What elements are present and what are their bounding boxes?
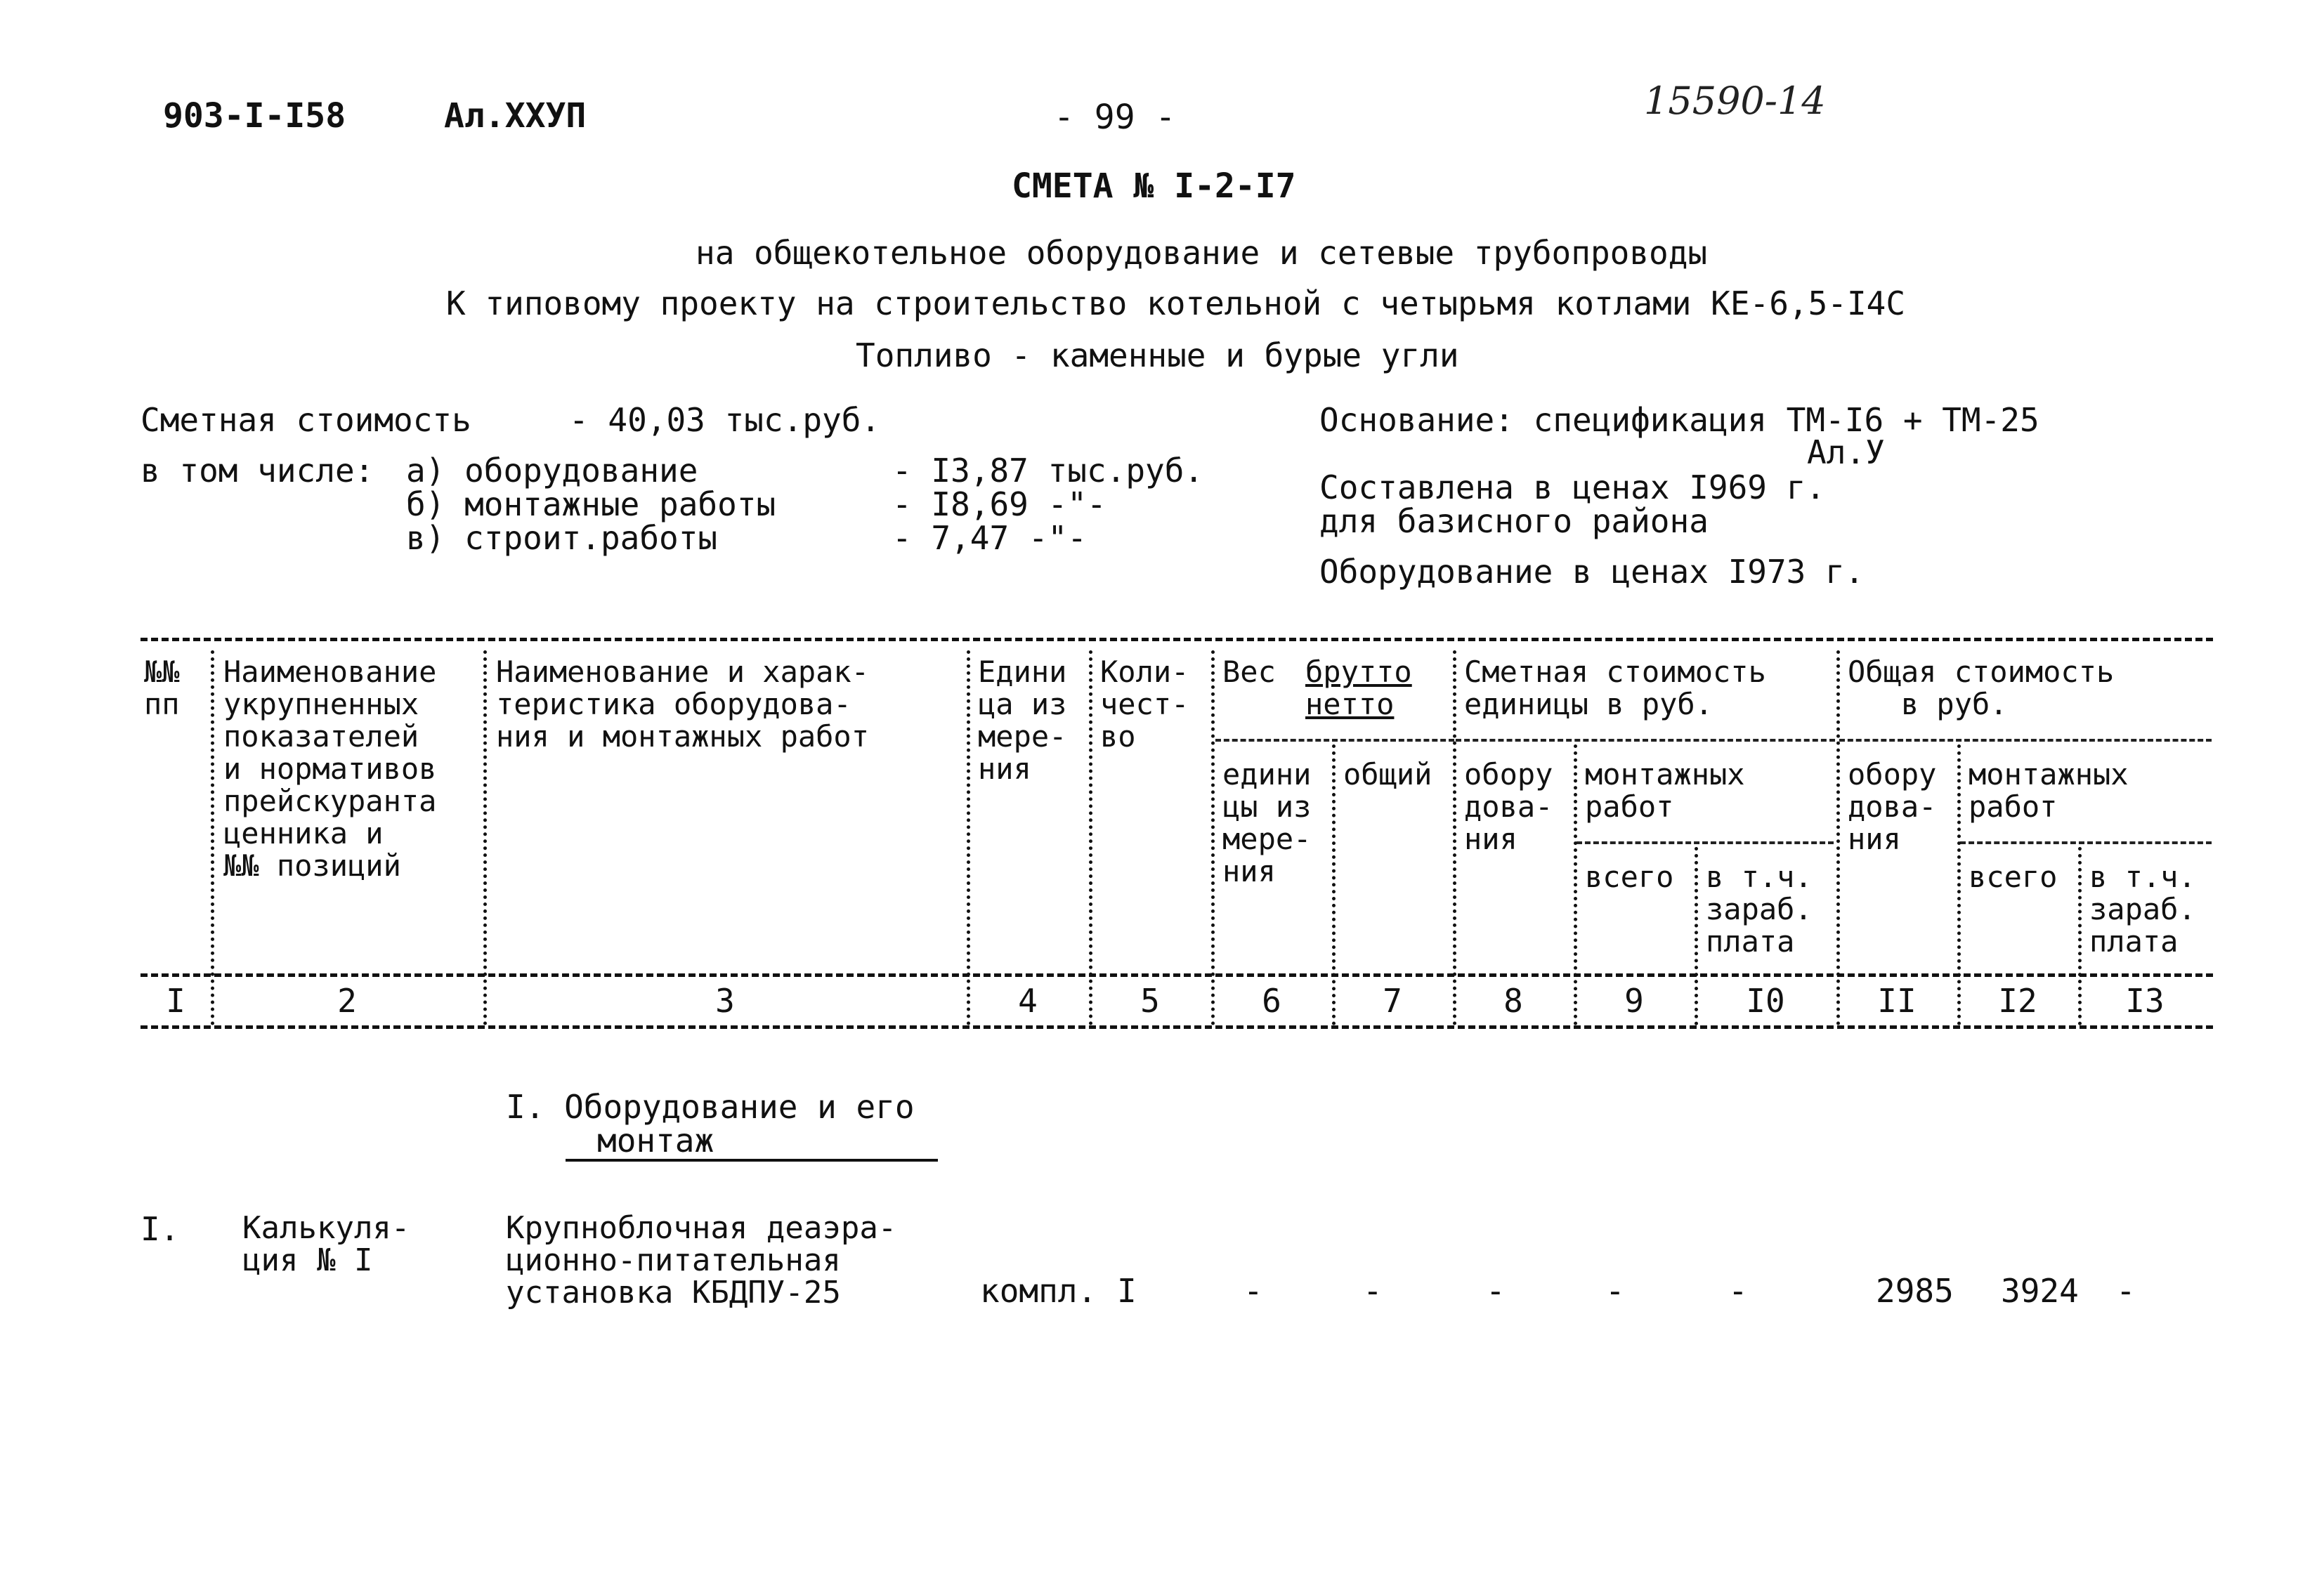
- total-cost-sub-rule: [1839, 739, 2212, 742]
- row-total-mount-wages: -: [2116, 1272, 2136, 1310]
- estimate-subtitle-2: К типовому проекту на строительство котельной с четырьмя котлами КЕ-6,5-I4С: [446, 284, 1906, 322]
- estimate-title: СМЕТА № I-2-I7: [1012, 166, 1296, 206]
- column-separator: [1453, 650, 1456, 1025]
- column-number: II: [1877, 982, 1917, 1020]
- column-number: I3: [2125, 982, 2165, 1020]
- column-separator: [211, 650, 214, 1025]
- column-number: 7: [1383, 982, 1402, 1020]
- header-total-mount-total: всего: [1969, 860, 2058, 894]
- summary-item-value: - I8,69 -"-: [892, 485, 1106, 523]
- unit-mount-sub-rule: [1576, 841, 1834, 844]
- column-number: 9: [1624, 982, 1644, 1020]
- header-name: Наименование и харак- теристика оборудова- ния и монтажных работ: [496, 655, 870, 754]
- header-unit-cost: Сметная стоимость единицы в руб.: [1464, 655, 1766, 721]
- row-unit-mount: -: [1605, 1272, 1625, 1310]
- column-number: 6: [1262, 982, 1281, 1020]
- row-quantity: I: [1117, 1272, 1137, 1310]
- row-total-equipment: 2985: [1876, 1272, 1954, 1310]
- prices-line-2: для базисного района: [1319, 502, 1709, 540]
- album-number: Ал.ХХУП: [444, 96, 587, 136]
- column-number: 5: [1140, 982, 1160, 1020]
- summary-item-label: в) строит.работы: [406, 519, 718, 557]
- column-separator: [483, 650, 487, 1025]
- row-unit: компл.: [980, 1272, 1097, 1310]
- header-norm-ref: Наименование укрупненных показателей и нормативов прейскуранта ценника и №№ позиций: [223, 655, 437, 883]
- document-code: 903-I-I58: [163, 96, 346, 136]
- column-number: 3: [715, 982, 735, 1020]
- header-weight-unit: едини цы из мере- ния: [1222, 757, 1312, 888]
- estimate-subtitle-3: Топливо - каменные и бурые угли: [856, 336, 1459, 374]
- column-number: 4: [1018, 982, 1038, 1020]
- including-label: в том числе:: [141, 452, 374, 490]
- header-unit-mount-wages: в т.ч. зараб. плата: [1706, 860, 1813, 959]
- column-separator: [1211, 650, 1215, 1025]
- total-mount-sub-rule: [1960, 841, 2212, 844]
- header-unit-equipment: обору дова- ния: [1464, 757, 1553, 856]
- header-total-cost: Общая стоимость в руб.: [1848, 655, 2115, 721]
- row-weight-total: -: [1363, 1272, 1383, 1310]
- column-number: I2: [1998, 982, 2037, 1020]
- prices-line-3: Оборудование в ценах I973 г.: [1319, 553, 1865, 591]
- header-weight-total: общий: [1343, 757, 1432, 792]
- header-total-mount-wages: в т.ч. зараб. плата: [2089, 860, 2196, 959]
- summary-item-value: - I3,87 тыс.руб.: [892, 452, 1204, 490]
- column-separator: [1836, 650, 1840, 1025]
- cost-label: Сметная стоимость: [141, 401, 471, 439]
- table-numbers-rule: [141, 1025, 2213, 1029]
- estimate-subtitle-1: на общекотельное оборудование и сетевые трубопроводы: [696, 234, 1708, 272]
- header-gross: брутто: [1305, 655, 1412, 689]
- header-unit: Едини ца из мере- ния: [978, 655, 1067, 786]
- header-weight: Вес: [1222, 655, 1276, 689]
- basis-sub: Ал.У: [1807, 433, 1885, 471]
- table-top-rule: [141, 638, 2213, 641]
- column-separator: [1089, 650, 1092, 1025]
- row-unit-mount-wages: -: [1728, 1272, 1748, 1310]
- row-item-name: Крупноблочная деаэра- ционно-питательная установка КБДПУ-25: [506, 1210, 897, 1311]
- header-quantity: Коли- чест- во: [1100, 655, 1189, 754]
- column-number: 8: [1503, 982, 1523, 1020]
- row-total-mount: 3924: [2001, 1272, 2079, 1310]
- unit-cost-sub-rule: [1456, 739, 1835, 742]
- header-num: №№ пп: [144, 655, 180, 721]
- column-number: 2: [337, 982, 357, 1020]
- row-unit-equipment: -: [1486, 1272, 1506, 1310]
- prices-line-1: Составлена в ценах I969 г.: [1319, 468, 1826, 506]
- header-total-equipment: обору дова- ния: [1848, 757, 1937, 856]
- column-number: I0: [1746, 982, 1785, 1020]
- inventory-number: 15590-14: [1644, 79, 1826, 123]
- section-title-line-2: монтаж: [597, 1122, 714, 1160]
- column-number: I: [166, 982, 185, 1020]
- table-header-rule: [141, 973, 2213, 977]
- basis-line: Основание: спецификация ТМ-I6 + ТМ-25: [1319, 401, 2039, 439]
- section-underline: [566, 1159, 938, 1162]
- page-number: - 99 -: [1054, 98, 1176, 137]
- summary-item-label: а) оборудование: [406, 452, 698, 490]
- header-unit-mount-total: всего: [1585, 860, 1674, 894]
- section-title: I. Оборудование и его: [506, 1088, 915, 1126]
- column-separator: [967, 650, 970, 1025]
- row-weight-unit: -: [1243, 1272, 1263, 1310]
- header-unit-mount: монтажных работ: [1585, 757, 1745, 824]
- summary-item-value: - 7,47 -"-: [892, 519, 1087, 557]
- summary-item-label: б) монтажные работы: [406, 485, 776, 523]
- row-number: I.: [141, 1210, 180, 1248]
- header-net: нетто: [1305, 687, 1395, 721]
- weight-sub-rule: [1215, 739, 1454, 742]
- row-norm-ref: Калькуля- ция № I: [242, 1210, 410, 1278]
- header-total-mount: монтажных работ: [1969, 757, 2129, 824]
- cost-value: - 40,03 тыс.руб.: [569, 401, 881, 439]
